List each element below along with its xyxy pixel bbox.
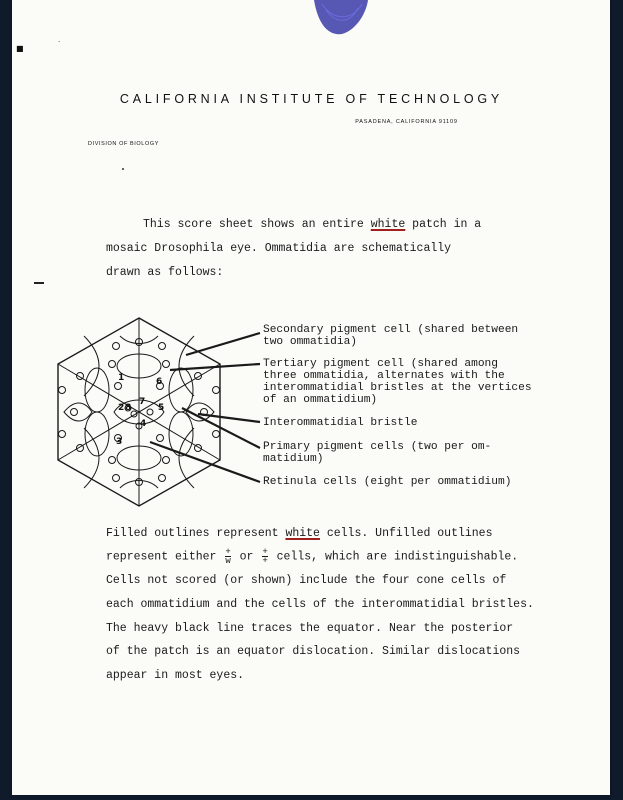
institution-city: PASADENA, CALIFORNIA 91109 xyxy=(355,119,458,125)
genotype-plus-over-w: $\frac{+}{w}$ xyxy=(225,547,231,566)
cell-number-3: 3 xyxy=(116,437,123,447)
margin-dash xyxy=(34,282,44,284)
ommatidia-diagram xyxy=(54,316,224,508)
division-name: DIVISION OF BIOLOGY xyxy=(88,141,159,147)
pencil-mark: · xyxy=(58,38,61,46)
intro-line-3: drawn as follows: xyxy=(106,266,224,279)
margin-mark: ■ xyxy=(16,44,24,53)
label-primary-line-1: Primary pigment cells (two per om- xyxy=(263,441,492,453)
legend-line-3: Cells not scored (or shown) include the four cone cells of xyxy=(106,574,507,587)
legend-line-7: appear in most eyes. xyxy=(106,669,245,682)
cell-number-1: 1 xyxy=(118,373,125,383)
label-tertiary-line-4: of an ommatidium) xyxy=(263,394,378,406)
label-tertiary-line-2: three ommatidia, alternates with the xyxy=(263,370,505,382)
legend-line-4: each ommatidium and the cells of the interommatidial bristles. xyxy=(106,598,534,611)
legend-line-1: Filled outlines represent white cells. Unfilled outlines xyxy=(106,527,493,540)
stray-dot xyxy=(122,168,124,170)
label-retinula: Retinula cells (eight per ommatidium) xyxy=(263,476,512,488)
cell-number-8: 8 xyxy=(125,403,132,413)
white-underlined: white xyxy=(370,218,406,231)
legend-line-6: of the patch is an equator dislocation. Similar dislocations xyxy=(106,645,521,658)
ink-blot xyxy=(312,0,370,38)
intro-line-1: This score sheet shows an entire white patch in a xyxy=(143,218,482,231)
cell-number-7: 7 xyxy=(139,397,146,407)
label-tertiary-line-3: interommatidial bristles at the vertices xyxy=(263,382,532,394)
institution-name: CALIFORNIA INSTITUTE OF TECHNOLOGY xyxy=(119,92,504,106)
cell-number-5: 5 xyxy=(158,403,165,413)
legend-line-5: The heavy black line traces the equator. Near the posterior xyxy=(106,622,514,635)
label-tertiary-line-1: Tertiary pigment cell (shared among xyxy=(263,358,498,370)
label-secondary-line-2: two ommatidia) xyxy=(263,336,357,348)
intro-line-2: mosaic Drosophila eye. Ommatidia are schematically xyxy=(106,242,452,255)
cell-number-6: 6 xyxy=(156,377,163,387)
label-primary-line-2: matidium) xyxy=(263,453,324,465)
label-secondary-line-1: Secondary pigment cell (shared between xyxy=(263,324,519,336)
cell-number-4: 4 xyxy=(140,419,147,429)
label-bristle: Interommatidial bristle xyxy=(263,417,418,429)
legend-line-2: represent either $\frac{+}{w}$ or $\frac{+}{+}$ cells, which are indistinguishable. xyxy=(106,547,519,566)
genotype-plus-over-plus: $\frac{+}{+}$ xyxy=(262,547,268,566)
white-underlined-2: white xyxy=(285,527,320,540)
cell-number-2: 2 xyxy=(118,403,125,413)
